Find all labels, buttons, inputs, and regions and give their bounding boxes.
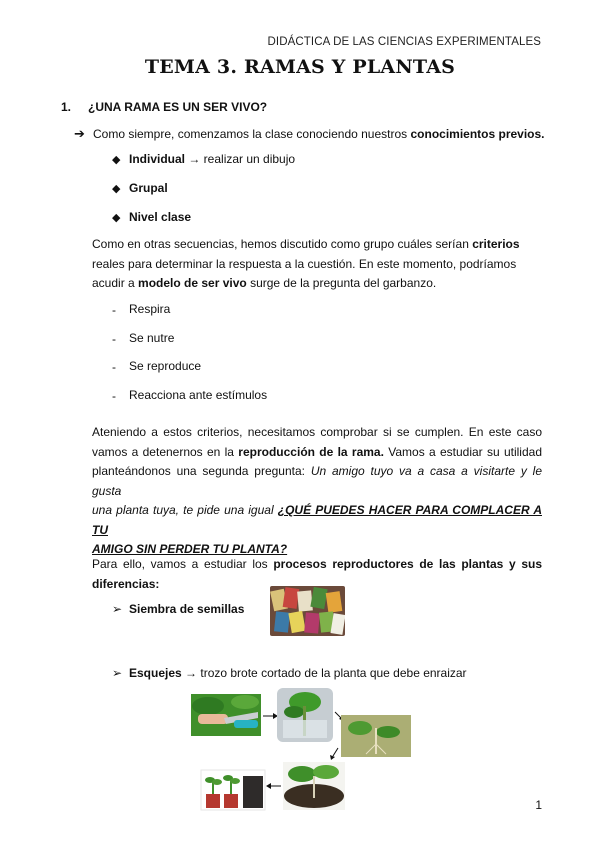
level-name: Nivel clase — [129, 210, 192, 224]
process-arrow — [263, 713, 278, 719]
question-highlight: ¿QUÉ PUEDES HACER PARA COMPLACER A TU — [92, 503, 542, 537]
process-arrow — [266, 783, 281, 789]
method-name: Siembra de semillas — [129, 602, 245, 616]
list-item — [129, 663, 467, 683]
paragraph-question — [92, 423, 542, 560]
list-item — [129, 178, 168, 198]
arrowhead-bullet-icon: ➢ — [112, 602, 123, 616]
text-line: Ateniendo a estos criterios, necesitamos comprobar si se cumplen. En este caso — [92, 425, 542, 439]
diamond-bullet-icon: ◆ — [112, 154, 121, 166]
section-number: 1. — [61, 100, 72, 114]
diamond-bullet-icon: ◆ — [112, 212, 121, 224]
text-run: vamos a detenernos en la — [92, 444, 239, 459]
intro-text: Como siempre, comenzamos la clase conociendo nuestros — [93, 127, 411, 141]
text-run: Como en otras secuencias, hemos discutido como grupo cuáles serían — [92, 237, 473, 251]
diamond-bullet-icon: ◆ — [112, 183, 121, 195]
text-bold: reproducción de la rama. — [238, 444, 384, 459]
text-italic: una planta tuya, te pide una igual — [92, 503, 278, 517]
text-bold: diferencias: — [92, 576, 160, 591]
level-name: Individual — [129, 152, 186, 166]
section-title: ¿UNA RAMA ES UN SER VIVO? — [88, 100, 268, 114]
cutting-with-shears-image — [191, 694, 261, 736]
method-desc: → trozo brote cortado de la planta que debe enraizar — [181, 666, 467, 680]
list-item: Reacciona ante estímulos — [129, 388, 268, 402]
seed-packets-image — [270, 586, 345, 636]
text-bold: procesos reproductores de las plantas y sus — [273, 557, 542, 571]
list-item: Se reproduce — [129, 359, 202, 373]
text-line: reales para determinar la respuesta a la cuestión. En este momento, podríamos — [92, 256, 517, 271]
text-run: Para ello, vamos a estudiar los — [92, 557, 274, 571]
text-bold: criterios — [472, 237, 520, 251]
paragraph-criteria — [92, 235, 542, 294]
list-item — [129, 149, 295, 169]
text-run: Vamos a estudiar su utilidad — [383, 444, 542, 459]
process-arrow — [330, 748, 338, 760]
question-highlight: AMIGO SIN PERDER TU PLANTA? — [92, 542, 288, 556]
list-item — [129, 207, 191, 227]
potted-seedlings-image — [201, 770, 265, 810]
text-bold: modelo de ser vivo — [138, 276, 247, 290]
level-name: Grupal — [129, 181, 168, 195]
list-item: Respira — [129, 302, 171, 316]
rooting-cutting-image — [341, 715, 411, 757]
dash-bullet: - — [112, 389, 116, 403]
text-run: planteándonos una segunda pregunta: — [92, 464, 311, 478]
text-italic: Un amigo tuyo va a casa a visitarte y le gusta — [92, 464, 542, 498]
arrowhead-bullet-icon: ➢ — [112, 666, 123, 680]
list-item — [129, 599, 244, 619]
page-title: TEMA 3. RAMAS Y PLANTAS — [144, 56, 456, 78]
dash-bullet: - — [112, 332, 116, 346]
arrow-bullet-icon: ➔ — [74, 126, 85, 141]
intro-line — [93, 124, 545, 144]
page-number: 1 — [535, 798, 542, 812]
running-header: DIDÁCTICA DE LAS CIENCIAS EXPERIMENTALES — [267, 36, 541, 48]
dash-bullet: - — [112, 360, 116, 374]
text-run: surge de la pregunta del garbanzo. — [246, 276, 437, 290]
level-desc: → realizar un dibujo — [185, 152, 296, 166]
method-name: Esquejes — [129, 666, 182, 680]
list-item: Se nutre — [129, 331, 175, 345]
rooted-cutting-soil-image — [283, 762, 345, 810]
text-run: acudir a — [92, 276, 139, 290]
cutting-in-water-image — [277, 688, 333, 742]
dash-bullet: - — [112, 303, 116, 317]
cuttings-process-diagram — [190, 688, 412, 814]
intro-bold: conocimientos previos. — [410, 127, 545, 141]
